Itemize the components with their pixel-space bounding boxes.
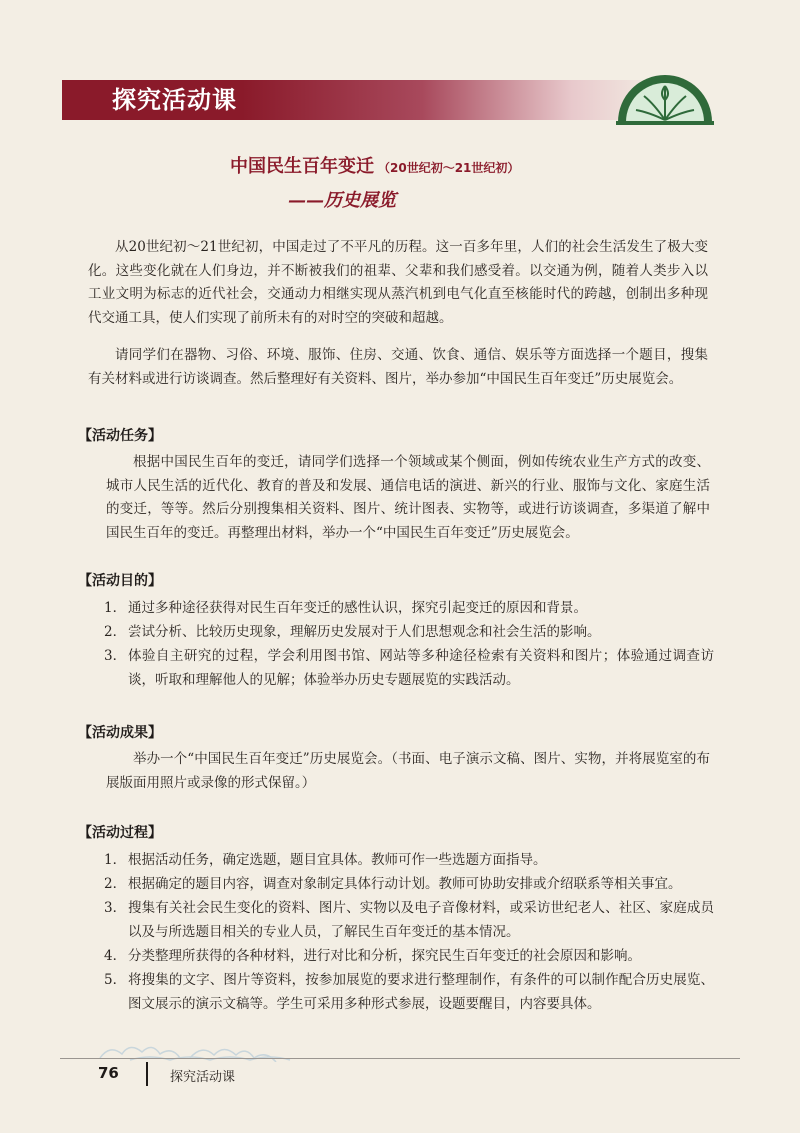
list-item-number: 2． — [104, 876, 127, 892]
goal-list — [104, 596, 714, 692]
list-item-number: 2． — [104, 624, 127, 640]
task-paragraph: 根据中国民生百年的变迁，请同学们选择一个领域或某个侧面，例如传统农业生产方式的改变、城市人民生活的近代化、教育的普及和发展、通信电话的演进、新兴的行业、服饰与文化、家庭生活的变迁，等等。然后分别搜集相关资料、图片、统计图表、实物等，或进行访谈调查，多渠道了解中国民生百年的变迁。再整理出材料，举办一个“中国民生百年变迁”历史展览会。 — [106, 454, 710, 541]
list-item — [104, 644, 714, 692]
process-list — [104, 848, 714, 1016]
banner-square-marker — [78, 87, 102, 111]
list-item-number: 3． — [104, 648, 127, 664]
page-title — [230, 152, 519, 178]
list-item — [104, 872, 714, 896]
section-title-process: 【活动过程】 — [78, 825, 162, 841]
intro-paragraph-2: 请同学们在器物、习俗、环境、服饰、住房、交通、饮食、通信、娱乐等方面选择一个题目，搜集有关材料或进行访谈调查。然后整理好有关资料、图片，举办参加“中国民生百年变迁”历史展览会。 — [88, 347, 708, 387]
list-item-text: 搜集有关社会民生变化的资料、图片、实物以及电子音像材料，或采访世纪老人、社区、家庭成员以及与所选题目相关的专业人员，了解民生百年变迁的基本情况。 — [128, 900, 714, 940]
list-item-number: 5． — [104, 972, 127, 988]
list-item-number: 1． — [104, 600, 127, 616]
banner-title: 探究活动课 — [112, 86, 237, 114]
list-item — [104, 944, 714, 968]
page-subtitle: ——历史展览 — [288, 190, 396, 211]
list-item — [104, 848, 714, 872]
lotus-emblem-icon — [614, 66, 716, 126]
section-title-task: 【活动任务】 — [78, 428, 162, 444]
intro-paragraph-1: 从20世纪初～21世纪初，中国走过了不平凡的历程。这一百多年里，人们的社会生活发生了极大变化。这些变化就在人们身边，并不断被我们的祖辈、父辈和我们感受着。以交通为例，随着人类步入以工业文明为标志的近代社会，交通动力相继实现从蒸汽机到电气化直至核能时代的跨越，创制出多种现代交通工具，使人们实现了前所未有的对时空的突破和超越。 — [88, 239, 708, 326]
list-item-text: 根据确定的题目内容，调查对象制定具体行动计划。教师可协助安排或介绍联系等相关事宜。 — [128, 876, 682, 892]
list-item-text: 尝试分析、比较历史现象，理解历史发展对于人们思想观念和社会生活的影响。 — [128, 624, 601, 640]
list-item — [104, 596, 714, 620]
list-item — [104, 968, 714, 1016]
page-title-period: （20世纪初～21世纪初） — [378, 161, 520, 175]
list-item-number: 4． — [104, 948, 127, 964]
list-item-text: 将搜集的文字、图片等资料，按参加展览的要求进行整理制作，有条件的可以制作配合历史展览、图文展示的演示文稿等。学生可采用多种形式参展，设题要醒目，内容要具体。 — [128, 972, 714, 1012]
list-item-text: 体验自主研究的过程，学会利用图书馆、网站等多种途径检索有关资料和图片；体验通过调查访谈，听取和理解他人的见解；体验举办历史专题展览的实践活动。 — [128, 648, 714, 688]
page-title-main: 中国民生百年变迁 — [230, 156, 374, 177]
list-item-text: 通过多种途径获得对民生百年变迁的感性认识，探究引起变迁的原因和背景。 — [128, 600, 587, 616]
list-item-text: 根据活动任务，确定选题，题目宜具体。教师可作一些选题方面指导。 — [128, 852, 547, 868]
result-paragraph: 举办一个“中国民生百年变迁”历史展览会。（书面、电子演示文稿、图片、实物，并将展览室的布展版面用照片或录像的形式保留。） — [106, 751, 710, 791]
list-item — [104, 896, 714, 944]
section-title-goal: 【活动目的】 — [78, 573, 162, 589]
list-item-number: 3． — [104, 900, 127, 916]
footer-label: 探究活动课 — [170, 1070, 236, 1085]
page-number: 76 — [98, 1064, 119, 1082]
list-item-number: 1． — [104, 852, 127, 868]
section-title-result: 【活动成果】 — [78, 725, 162, 741]
list-item — [104, 620, 714, 644]
footer-separator — [146, 1062, 148, 1086]
footer-rule — [60, 1058, 740, 1059]
list-item-text: 分类整理所获得的各种材料，进行对比和分析，探究民生百年变迁的社会原因和影响。 — [128, 948, 641, 964]
